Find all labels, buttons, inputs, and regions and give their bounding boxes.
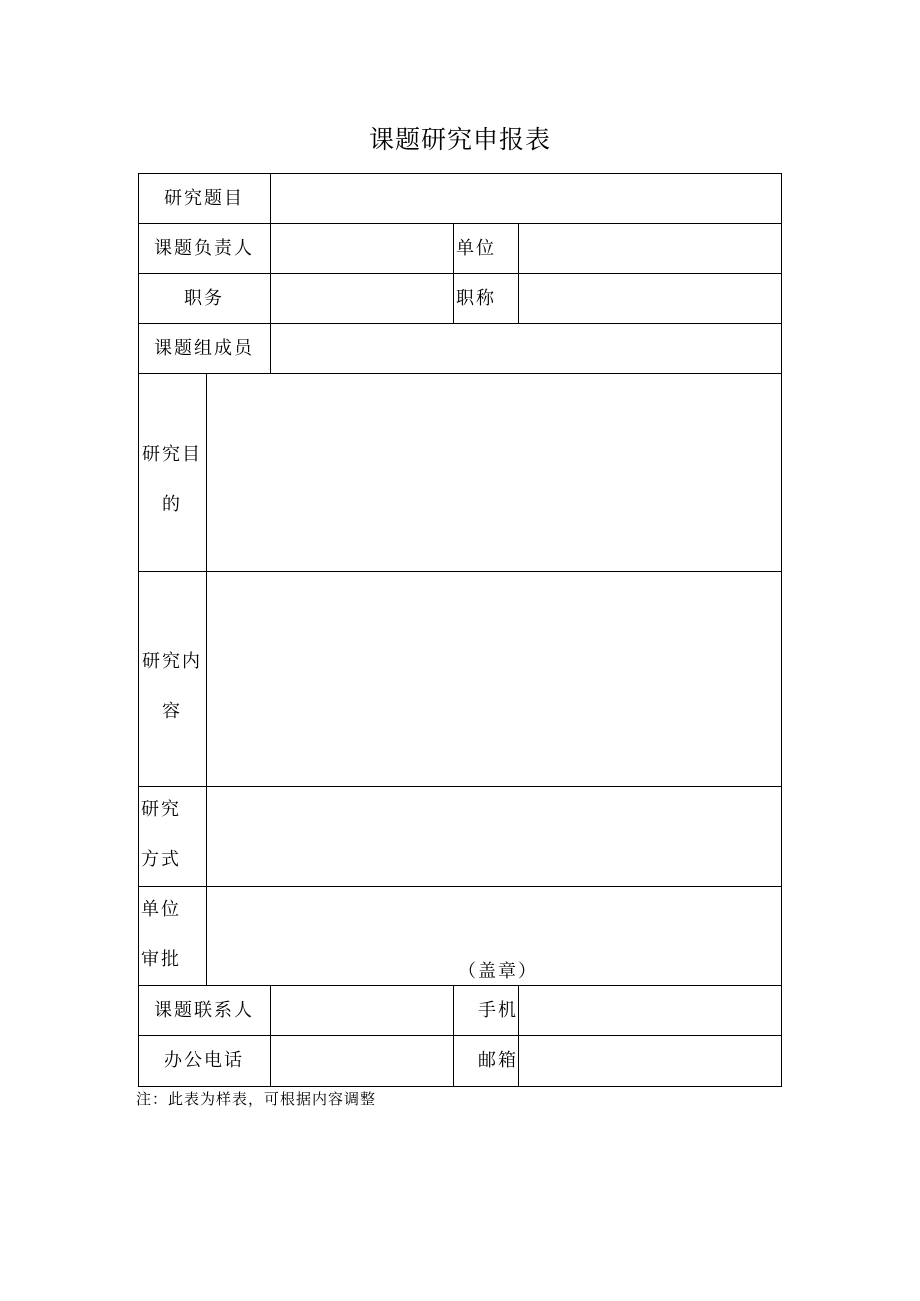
mobile-field[interactable] [519,986,781,1035]
leader-label: 课题负责人 [154,238,254,259]
column-divider [453,985,454,1087]
mobile-label: 手机 [478,1000,518,1021]
method-label-line1: 研究 [141,799,181,820]
email-field[interactable] [519,1036,781,1086]
approval-label-line2: 审批 [141,949,181,970]
row-divider [138,886,782,887]
row-divider [138,323,782,324]
page-title: 课题研究申报表 [368,125,551,154]
contact-field[interactable] [271,986,453,1035]
email-label: 邮箱 [478,1050,518,1071]
position-field[interactable] [271,274,453,323]
content-label-line2: 容 [162,701,182,722]
approval-label [141,885,181,985]
stamp-text: （盖章） [458,961,538,982]
purpose-label [138,430,206,530]
unit-label: 单位 [456,238,496,259]
method-label [141,785,181,885]
footnote: 注：此表为样表，可根据内容调整 [136,1090,377,1108]
purpose-label-line2: 的 [162,494,182,515]
approval-label-line1: 单位 [141,899,181,920]
method-field[interactable] [207,787,781,886]
contact-label: 课题联系人 [154,1000,254,1021]
content-label [138,637,206,737]
purpose-field[interactable] [207,374,781,571]
office-phone-label: 办公电话 [164,1050,244,1071]
unit-field[interactable] [519,224,781,273]
research-topic-label: 研究题目 [164,188,244,209]
column-divider [453,223,454,323]
members-label: 课题组成员 [154,338,254,359]
content-label-line1: 研究内 [142,651,202,672]
content-field[interactable] [207,572,781,786]
leader-field[interactable] [271,224,453,273]
method-label-line2: 方式 [141,849,181,870]
research-topic-field[interactable] [271,174,781,223]
position-label: 职务 [184,288,224,309]
purpose-label-line1: 研究目 [142,444,202,465]
title-rank-label: 职称 [456,288,496,309]
title-rank-field[interactable] [519,274,781,323]
office-phone-field[interactable] [271,1036,453,1086]
